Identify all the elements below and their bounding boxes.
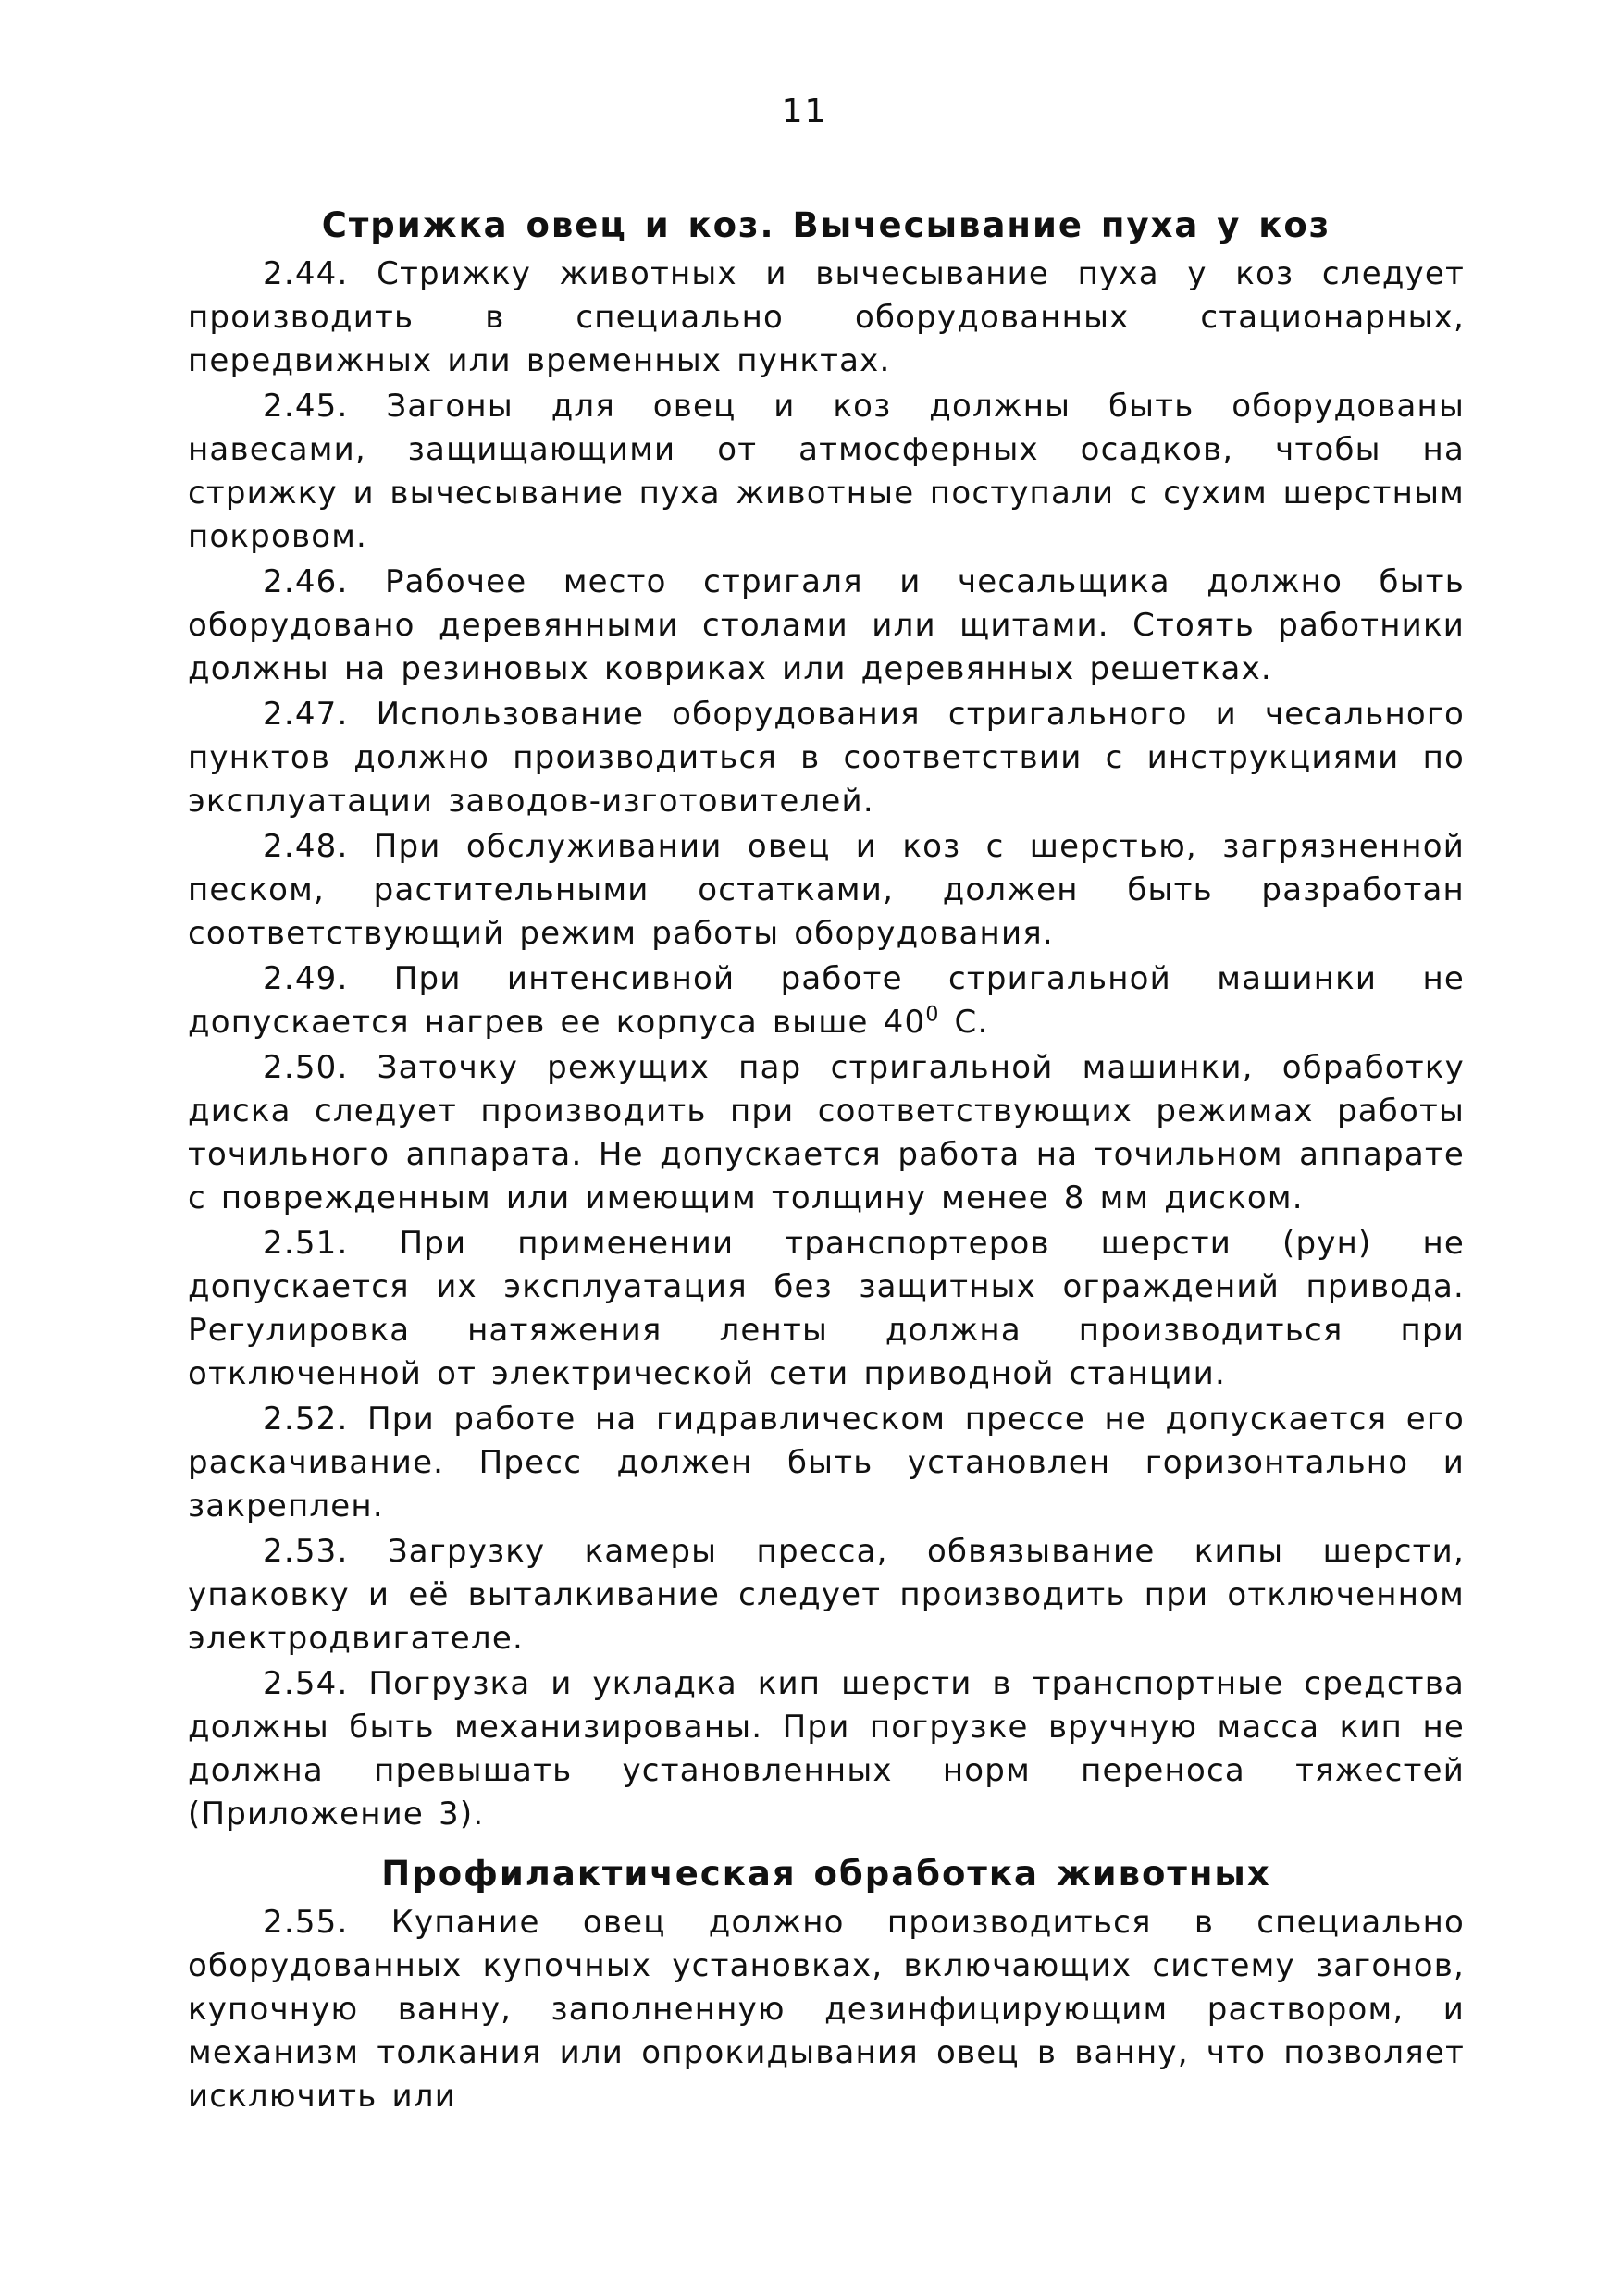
paragraph-2-45: 2.45. Загоны для овец и коз должны быть оборудованы навесами, защищающими от атмосферных осадков, чтобы на стрижку и вычесывание пуха животные поступали с сухим шерстным покровом. bbox=[188, 388, 1465, 555]
page-number: 11 bbox=[781, 93, 828, 130]
paragraph-2-54: 2.54. Погрузка и укладка кип шерсти в транспортные средства должны быть механизированы. При погрузке вручную масса кип не должна превышать установленных норм переноса тяжестей (Приложение 3). bbox=[188, 1665, 1465, 1833]
document-body bbox=[188, 199, 1465, 2120]
paragraph-2-53: 2.53. Загрузку камеры пресса, обвязывание кипы шерсти, упаковку и её выталкивание следует производить при отключенном электродвигателе. bbox=[188, 1533, 1465, 1657]
paragraph-2-47: 2.47. Использование оборудования стригального и чесального пунктов должно производиться в соответствии с инструкциями по эксплуатации заводов-изготовителей. bbox=[188, 696, 1465, 820]
paragraph-2-49-unit: С. bbox=[939, 1004, 989, 1041]
paragraph-2-48: 2.48. При обслуживании овец и коз с шерстью, загрязненной песком, растительными остатками, должен быть разработан соответствующий режим работы оборудования. bbox=[188, 828, 1465, 952]
section-title-shearing: Стрижка овец и коз. Вычесывание пуха у коз bbox=[321, 205, 1331, 245]
paragraph-2-46: 2.46. Рабочее место стригаля и чесальщика должно быть оборудовано деревянными столами или щитами. Стоять работники должны на резиновых ковриках или деревянных решетках. bbox=[188, 563, 1465, 687]
paragraph-2-55: 2.55. Купание овец должно производиться в специально оборудованных купочных установках, включающих систему загонов, купочную ванну, заполненную дезинфицирующим раствором, и механизм толкания или опрокидывания овец в ванну, что позволяет исключить или bbox=[188, 1904, 1465, 2115]
paragraph-2-52: 2.52. При работе на гидравлическом прессе не допускается его раскачивание. Пресс должен быть установлен горизонтально и закреплен. bbox=[188, 1401, 1465, 1524]
degree-superscript: 0 bbox=[925, 1003, 940, 1027]
paragraph-2-44: 2.44. Стрижку животных и вычесывание пуха у коз следует производить в специально оборудованных стационарных, передвижных или временных пунктах. bbox=[188, 255, 1465, 379]
paragraph-2-49 bbox=[188, 957, 1465, 1044]
paragraph-2-51: 2.51. При применении транспортеров шерсти (рун) не допускается их эксплуатация без защитных ограждений привода. Регулировка натяжения ленты должна производиться при отключенной от электрической сети приводной станции. bbox=[188, 1225, 1465, 1392]
paragraph-2-49-text: 2.49. При интенсивной работе стригальной машинки не допускается нагрев ее корпуса выше 40 bbox=[188, 960, 1465, 1041]
paragraph-2-50: 2.50. Заточку режущих пар стригальной машинки, обработку диска следует производить при соответствующих режимах работы точильного аппарата. Не допускается работа на точильном аппарате с поврежденным или имеющим толщину менее 8 мм диском. bbox=[188, 1049, 1465, 1216]
section-title-prophylaxis: Профилактическая обработка животных bbox=[381, 1854, 1271, 1894]
